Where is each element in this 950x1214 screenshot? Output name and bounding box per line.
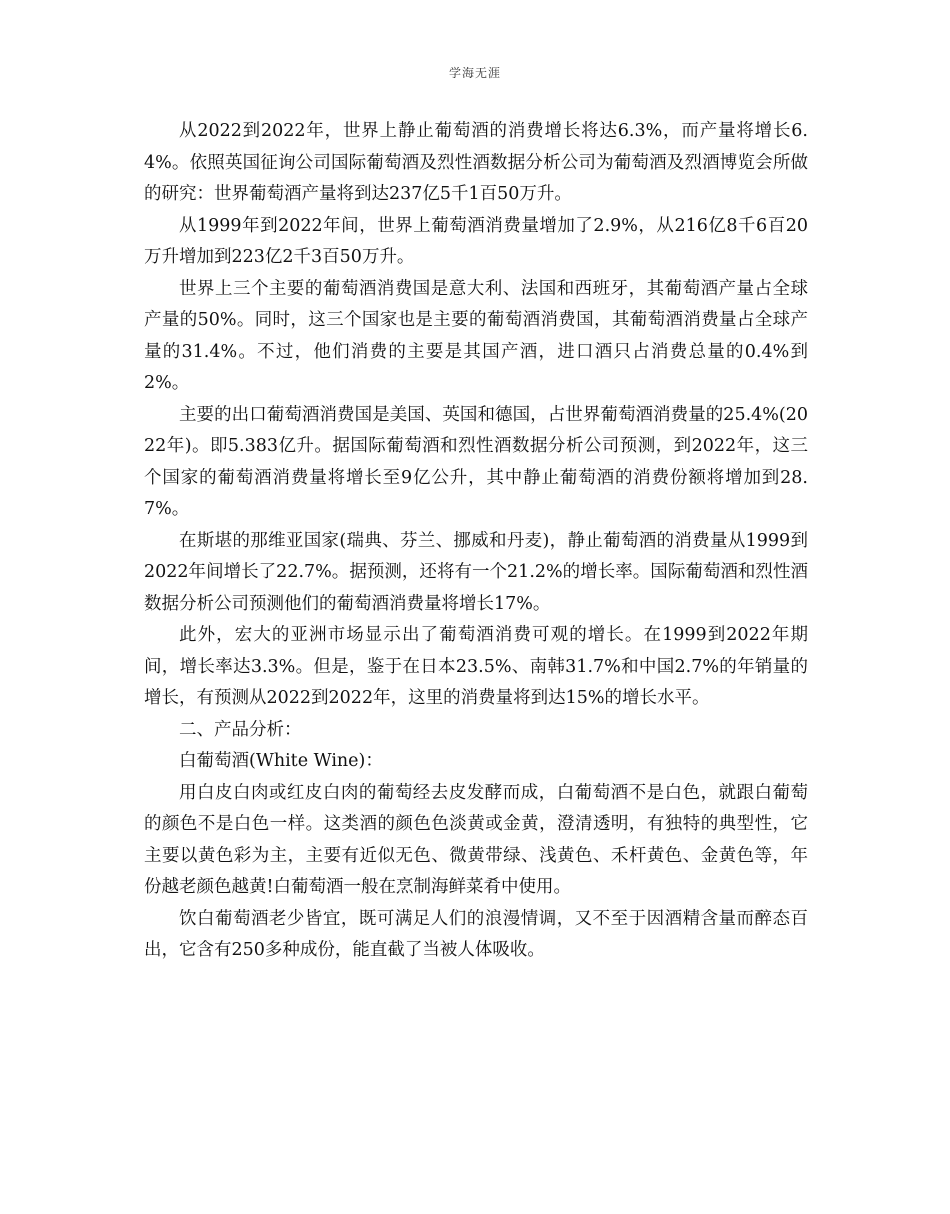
paragraph-main-consumer-countries: 世界上三个主要的葡萄酒消费国是意大利、法国和西班牙，其葡萄酒产量占全球产量的50%。同时，这三个国家也是主要的葡萄酒消费国，其葡萄酒消费量占全球产量的31.4%。不过，他们消费的主要是其国产酒，进口酒只占消费总量的0.4%到2%。 [144,278,808,393]
paragraph-consumption-1999: 从1999年到2022年间，世界上葡萄酒消费量增加了2.9%，从216亿8千6百20万升增加到223亿2千3百50万升。 [144,215,808,267]
paragraph-export-consumer-countries: 主要的出口葡萄酒消费国是美国、英国和德国，占世界葡萄酒消费量的25.4%(2022年)。即5.383亿升。据国际葡萄酒和烈性酒数据分析公司预测，到2022年，这三个国家的葡萄酒消费量将增长至9亿公升，其中静止葡萄酒的消费份额将增加到28.7%。 [144,404,808,519]
paragraph-wine-growth-forecast: 从2022到2022年，世界上静止葡萄酒的消费增长将达6.3%，而产量将增长6.4%。依照英国征询公司国际葡萄酒及烈性酒数据分析公司为葡萄酒及烈酒博览会所做的研究：世界葡萄酒产量将到达237亿5千1百50万升。 [144,121,808,204]
paragraph-scandinavia: 在斯堪的那维亚国家(瑞典、芬兰、挪威和丹麦)，静止葡萄酒的消费量从1999到2022年间增长了22.7%。据预测，还将有一个21.2%的增长率。国际葡萄酒和烈性酒数据分析公司预测他们的葡萄酒消费量将增长17%。 [144,530,808,614]
paragraph-white-wine-description: 用白皮白肉或红皮白肉的葡萄经去皮发酵而成，白葡萄酒不是白色，就跟白葡萄的颜色不是白色一样。这类酒的颜色色淡黄或金黄，澄清透明，有独特的典型性，它主要以黄色彩为主，主要有近似无色、微黄带绿、浅黄色、禾杆黄色、金黄色等，年份越老颜色越黄!白葡萄酒一般在烹制海鲜菜肴中使用。 [144,782,808,897]
paragraph-asia-market: 此外，宏大的亚洲市场显示出了葡萄酒消费可观的增长。在1999到2022年期间，增长率达3.3%。但是，鉴于在日本23.5%、南韩31.7%和中国2.7%的年销量的增长，有预测从2022到2022年，这里的消费量将到达15%的增长水平。 [144,625,808,708]
paragraph-white-wine-benefits: 饮白葡萄酒老少皆宜，既可满足人们的浪漫情调，又不至于因酒精含量而醉态百出，它含有250多种成份，能直截了当被人体吸收。 [144,908,808,960]
document-body [144,116,808,967]
section-heading-product-analysis: 二、产品分析： [179,719,302,740]
page-header: 学海无涯 [448,66,501,80]
subheading-white-wine: 白葡萄酒(White Wine)： [179,751,383,771]
